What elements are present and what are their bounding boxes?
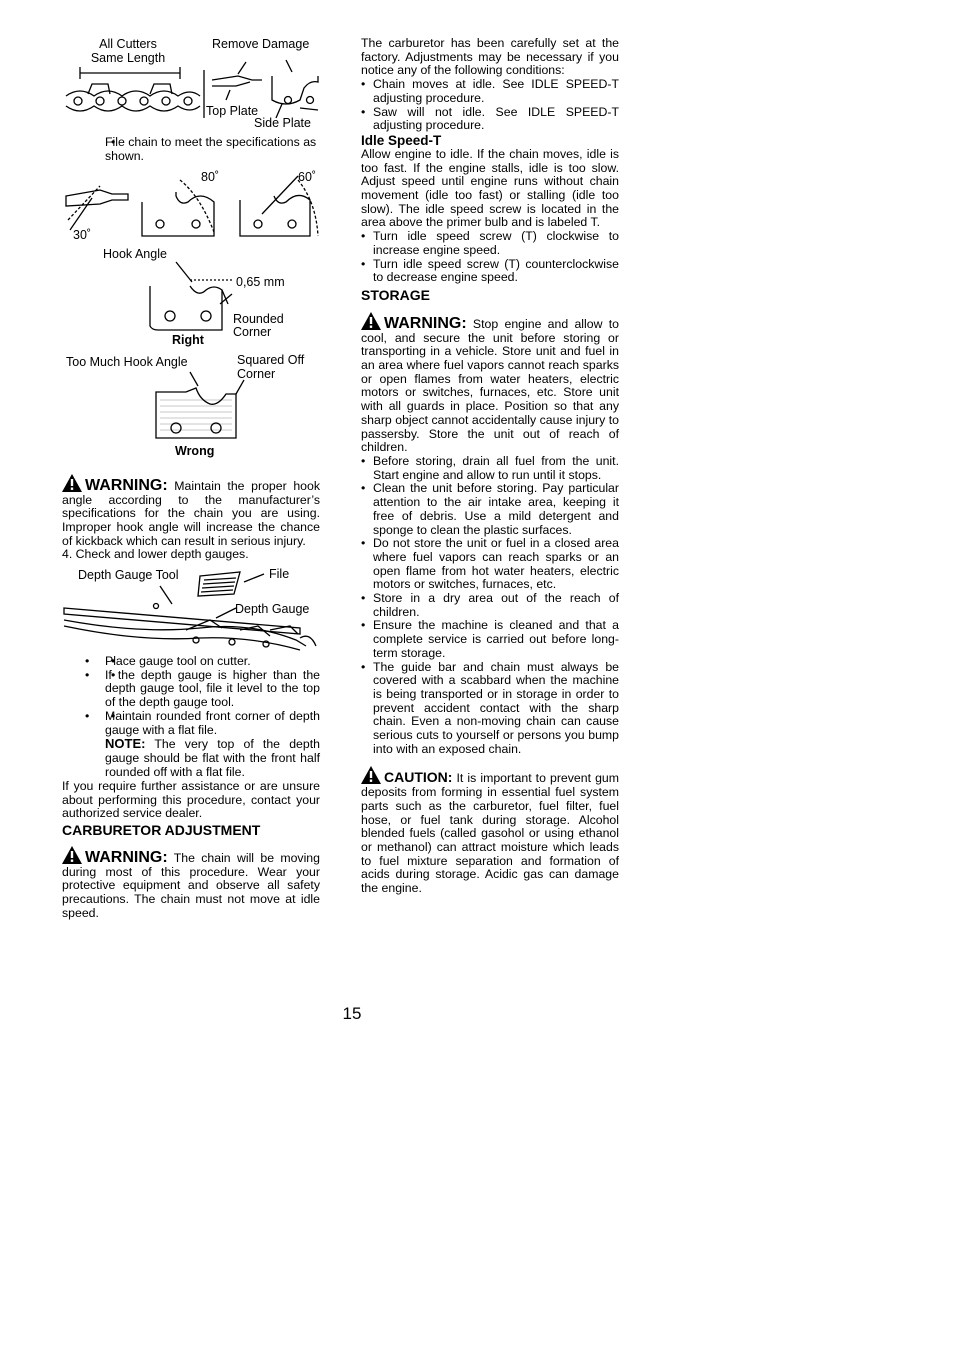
left-bullet-list [85,655,320,779]
list-item: • Ensure the machine is cleaned and that a complete service is carried out before long-term storage. [361,619,619,660]
label-30-degree: 30˚ [73,228,92,242]
label-depth-gauge: Depth Gauge [235,602,310,616]
list-item: • Saw will not idle. See IDLE SPEED-T adjusting procedure. [361,106,619,133]
label-wrong: Wrong [175,444,215,458]
warning-text: Stop engine and allow to cool, and secure the unit before storing or transporting in a vehicle. Store unit and fuel in an area where fuel vapors cannot reach sparks or open flames from water heaters, electric motors or switches, furnaces, etc. Store unit with all guards in place. Position so that any sharp object cannot accidentally cause injury to passersby. Store the unit out of reach of children. [361,316,619,455]
list-item: • Chain moves at idle. See IDLE SPEED-T adjusting procedure. [361,78,619,105]
label-remove-damage: Remove Damage [212,37,310,51]
list-item: • Clean the unit before storing. Pay particular attention to the air intake area, keeping it free of debris. Use a mild detergent and sponge to clean the plastic surfaces. [361,482,619,537]
list-item: • • Place gauge tool on cutter. [85,655,320,669]
label-file: File [269,567,290,581]
label-80-degree: 80˚ [201,170,220,184]
warning-text: Maintain the proper hook angle according to the manufacturer’s specifications for the chain you are using. Improper hook angle will increase the chance of kickback which can result in serious injury. [62,479,320,548]
label-side-plate: Side Plate [254,116,311,130]
label-depth-gauge-tool: Depth Gauge Tool [78,568,179,582]
caution-fuel [361,766,619,895]
list-item: • Turn idle speed screw (T) counterclockwise to decrease engine speed. [361,258,619,285]
label-hook-angle: Hook Angle [103,247,167,261]
warning-label: WARNING: [384,314,467,332]
page-number: 15 [342,1004,362,1023]
note-label: NOTE: [105,736,146,752]
list-item: • • Maintain rounded front corner of depth gauge with a flat file. [85,710,320,737]
list-item: • • If the depth gauge is higher than the depth gauge tool, file it level to the top of the depth gauge tool. [85,669,320,710]
label-squared-off: Squared Off [237,353,305,367]
label-60-degree: 60˚ [298,170,317,184]
list-item: • The guide bar and chain must always be covered with a scabbard when the machine is being transported or in storage in order to prevent accident contact with the sharp chain. Even a non-moving chain can cause serious cuts to yourself or persons you bump into with an exposed chain. [361,661,619,757]
idle-speed-heading: Idle Speed-T [361,132,442,148]
note-text: The very top of the depth gauge should be flat with the front half rounded off with a flat file. [105,737,320,779]
list-item: • Do not store the unit or fuel in a closed area where fuel vapors can reach sparks or an open flame from hot water heaters, electric motors or switches, furnaces, etc. [361,537,619,592]
idle-speed-text: Allow engine to idle. If the chain moves, idle is too fast. If the engine stalls, idle is too slow. Adjust speed until engine runs without chain movement (idle too fast) or stalling (idle too slow). The idle speed screw is located in the area above the primer bulb and is labeled T. [361,146,619,230]
warning-label: WARNING: [85,849,168,866]
label-same-length: Same Length [90,51,166,65]
warning-triangle-icon [62,846,82,864]
storage-heading: STORAGE [361,286,430,303]
warning-triangle-icon [361,312,381,330]
step-4: 4. Check and lower depth gauges. [62,547,249,561]
carburetor-intro: The carburetor has been carefully set at the factory. Adjustments may be necessary if you notice any of the following conditions: [361,36,619,78]
label-rounded: Rounded [233,312,284,326]
note [85,737,320,779]
label-too-much-hook: Too Much Hook Angle [66,355,188,369]
warning-text: The chain will be moving during most of this procedure. Wear your protective equipment and observe all safety precautions. The chain must not move at idle speed. [62,851,320,920]
caution-label: CAUTION: [384,769,453,786]
assistance-paragraph: If you require further assistance or are unsure about performing this procedure, contact your authorized service dealer. [62,779,320,821]
label-corner: Corner [233,325,272,339]
label-right: Right [172,333,204,347]
list-item: • Turn idle speed screw (T) clockwise to increase engine speed. [361,230,619,257]
caution-text: It is important to prevent gum deposits from forming in essential fuel system parts such as the carburetor, fuel filter, fuel hose, or fuel tank during storage. Alcohol blended fuels (called gasohol or using ethanol or methanol) can attract moisture which leads to fuel mixture separation and formation of acids during storage. Acidic gas can damage the engine. [361,771,620,896]
list-item: • Before storing, drain all fuel from the unit. Start engine and allow to run until it stops. [361,455,619,482]
warning-carburetor [62,846,320,921]
carburetor-heading: CARBURETOR ADJUSTMENT [62,822,261,838]
label-top-plate: Top Plate [206,104,259,118]
label-all-cutters: All Cutters [99,37,157,51]
label-corner-2: Corner [237,367,276,381]
warning-label: WARNING: [85,477,168,494]
caution-triangle-icon [361,766,381,784]
right-column [361,37,619,896]
file-chain-bullet: • File chain to meet the specifications as shown. [85,135,325,163]
list-item: • Store in a dry area out of the reach of children. [361,592,619,619]
label-065mm: 0,65 mm [236,275,285,289]
warning-storage [361,312,619,455]
